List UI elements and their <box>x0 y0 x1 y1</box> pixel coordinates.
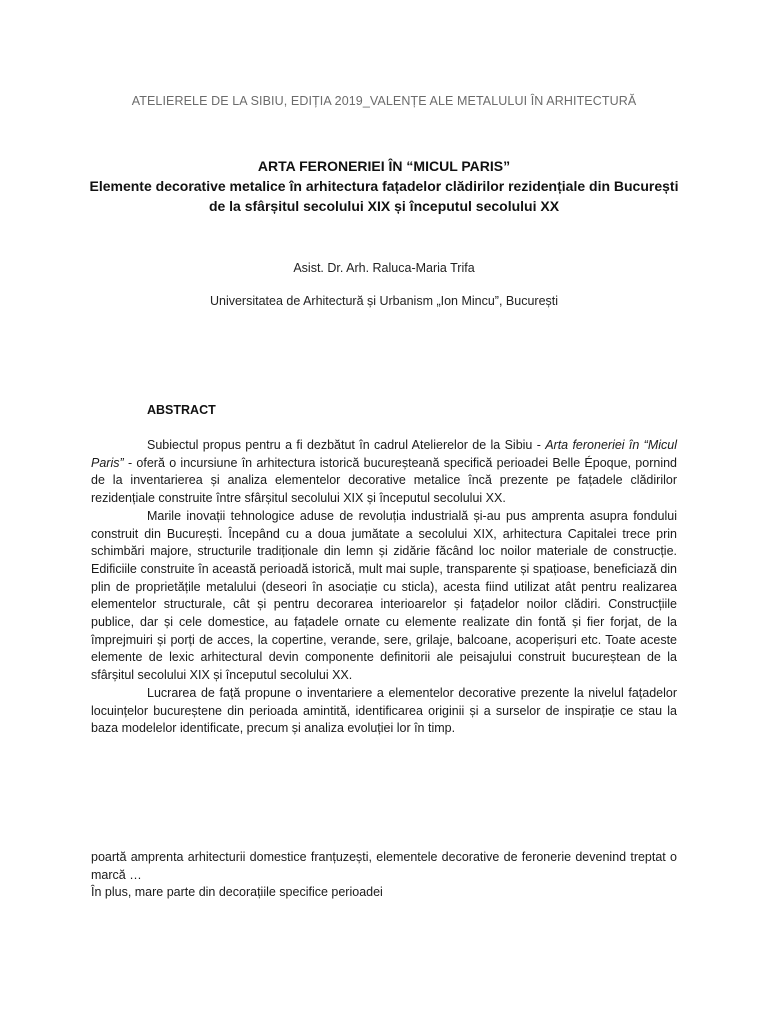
abstract-heading: ABSTRACT <box>147 403 216 417</box>
fragment-line-2: În plus, mare parte din decorațiile specifice perioadei <box>91 885 383 900</box>
abstract-body <box>91 437 677 738</box>
paper-title <box>80 156 688 216</box>
author-name: Asist. Dr. Arh. Raluca-Maria Trifa <box>293 261 475 275</box>
title-subtitle: Elemente decorative metalice în arhitectura fațadelor clădirilor rezidențiale din București de la sfârșitul secolului XIX și începutul secolului XX <box>89 178 679 214</box>
text-fragment <box>91 849 677 902</box>
abstract-p1-italic-title: Arta feroneriei în “Micul Paris” <box>91 438 677 470</box>
abstract-p1-text-b: - oferă o incursiune în arhitectura istorică bucureșteană specifică perioadei Belle Époque, pornind de la inventarierea și analiza elementelor decorative metalice încă prezente pe fațadele clădirilor rezidențiale construite între sfârșitul secolului XIX și începutul secolului XX. <box>91 455 677 506</box>
fragment-line-1: poartă amprenta arhitecturii domestice franțuzești, elementele decorative de feronerie devenind treptat o marcă … <box>91 850 677 882</box>
author-affiliation: Universitatea de Arhitectură și Urbanism „Ion Mincu”, București <box>209 294 559 308</box>
abstract-paragraph-3: Lucrarea de față propune o inventariere a elementelor decorative prezente la nivelul fațadelor locuințelor bucureștene din perioada amintită, identificarea originii și a surselor de inspirație ce stau la baza modelelor identificate, precum și analiza evoluției lor în timp. <box>91 685 677 736</box>
abstract-p1-text-a: Subiectul propus pentru a fi dezbătut în cadrul Atelierelor de la Sibiu - <box>147 438 546 452</box>
abstract-paragraph-1 <box>91 437 677 508</box>
conference-header: ATELIERELE DE LA SIBIU, EDIȚIA 2019_VALENȚE ALE METALULUI ÎN ARHITECTURĂ <box>131 94 637 108</box>
abstract-paragraph-2: Marile inovații tehnologice aduse de revoluția industrială și-au pus amprenta asupra fondului construit din București. Începând cu a doua jumătate a secolului XIX, arhitectura Capitalei trece prin schimbări majore, structurile tradiționale din lemn și zidărie făcând loc noilor materiale de construcție. Edificiile construite în această perioadă istorică, mult mai suple, transparente și spațioase, beneficiază din plin de proprietățile metalului (deseori în asociație cu sticla), acesta fiind utilizat atât pentru realizarea elementelor structurale, cât și pentru decorarea interioarelor și fațadelor noilor clădiri. Construcțiile publice, dar și cele domestice, au fațadele ornate cu elemente realizate din fontă și fier forjat, de la împrejmuiri și porți de acces, la copertine, verande, sere, grilaje, balcoane, acoperișuri etc. Toate aceste elemente de lexic arhitectural devin componente definitorii ale peisajului construit bucureștean de la sfârșitul secolului XIX și începutul secolului XX. <box>91 508 677 683</box>
title-main: ARTA FERONERIEI ÎN “MICUL PARIS” <box>257 158 511 174</box>
